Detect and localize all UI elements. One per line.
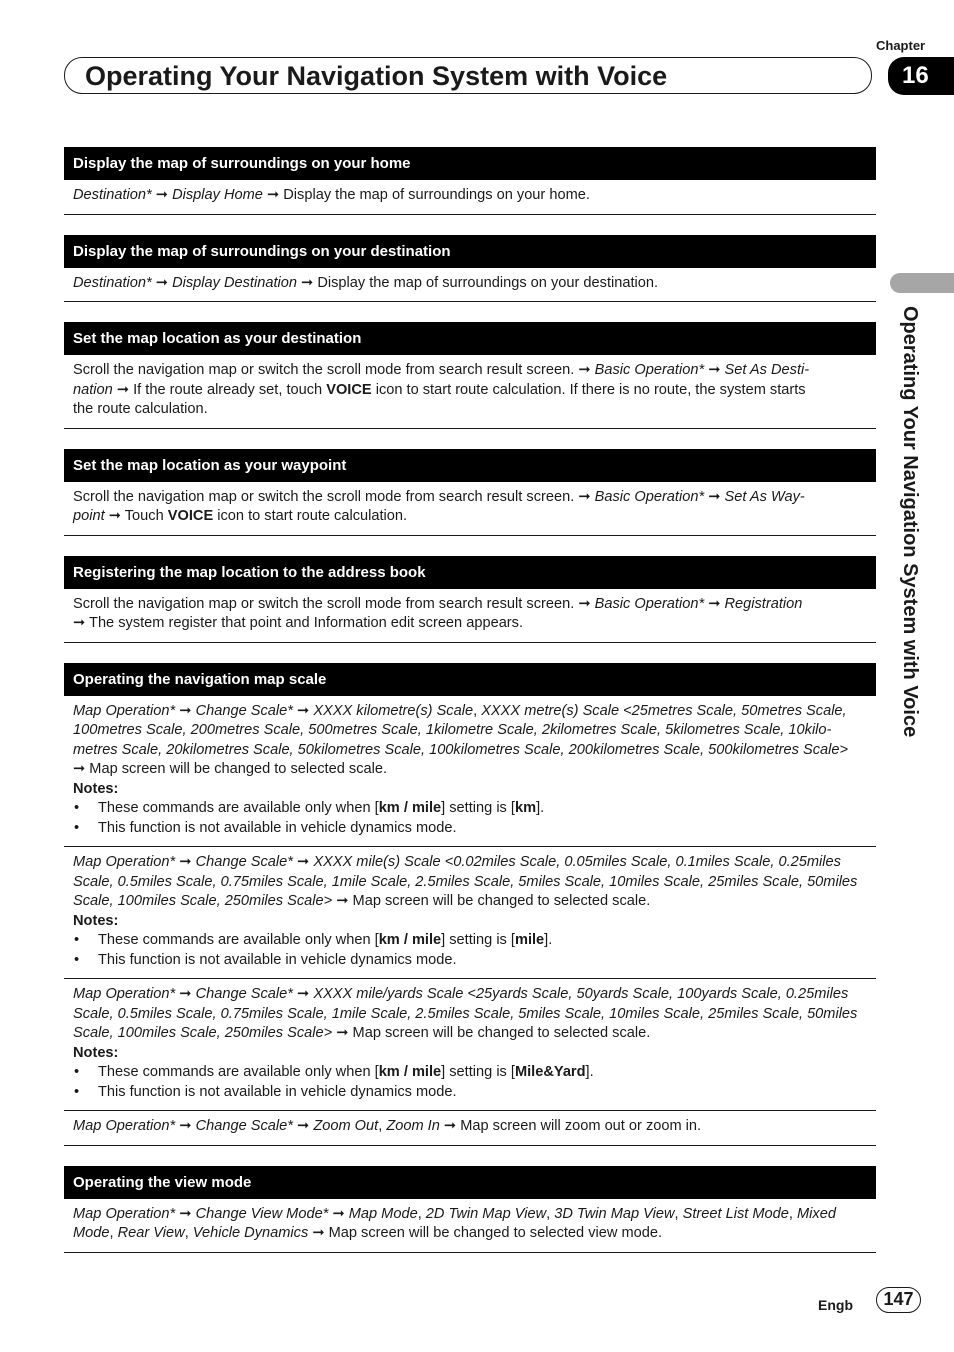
command-row (64, 482, 876, 536)
command: Set As Way- (724, 488, 805, 505)
section-heading-register: Registering the map location to the address book (64, 556, 876, 589)
intro-text: Scroll the navigation map or switch the scroll mode from search result screen. (73, 362, 575, 378)
section-heading-destination: Display the map of surroundings on your destination (64, 235, 876, 268)
command: Display Destination (172, 274, 297, 291)
command: metres Scale, 20kilometres Scale, 50kilometres Scale, 100kilometres Scale, 200kilometres Scale, 500kilometres Scale> (73, 741, 849, 758)
list-item: • This function is not available in vehicle dynamics mode. (73, 951, 867, 971)
command: Scale, 100miles Scale, 250miles Scale> (73, 1025, 333, 1041)
result-text: Map screen will be changed to selected view mode. (328, 1225, 663, 1241)
section-heading-home: Display the map of surroundings on your home (64, 147, 876, 180)
command: Change Scale* (195, 986, 293, 1002)
section-heading-set-destination: Set the map location as your destination (64, 322, 876, 355)
content (64, 147, 876, 1253)
result-text: Display the map of surroundings on your destination. (317, 274, 659, 291)
command: Map Operation* (73, 702, 176, 719)
command: Map Operation* (73, 1118, 176, 1134)
command: Change Scale* (195, 854, 293, 870)
result-text: If the route already set, touch (133, 381, 323, 398)
result-text: Map screen will zoom out or zoom in. (460, 1118, 702, 1134)
command: Zoom Out (313, 1118, 379, 1134)
command: Basic Operation* (594, 488, 705, 505)
arrow-icon: ➞ (155, 187, 168, 203)
command: Map Mode (348, 1205, 418, 1222)
command-row (64, 979, 876, 1111)
notes-label: Notes: (73, 912, 119, 929)
title-box (64, 57, 872, 94)
intro-text: Scroll the navigation map or switch the scroll mode from search result screen. (73, 488, 575, 505)
arrow-icon: ➞ (578, 595, 591, 612)
command: Scale, 100miles Scale, 250miles Scale> (73, 893, 333, 909)
arrow-icon: ➞ (297, 1118, 310, 1134)
notes-list (73, 799, 867, 838)
arrow-icon: ➞ (155, 274, 168, 291)
command: XXXX mile/yards Scale <25yards Scale, 50yards Scale, 100yards Scale, 0.25miles (313, 986, 849, 1002)
result-text: icon to start route calculation. (217, 508, 408, 524)
command: Scale, 0.5miles Scale, 0.75miles Scale, 1mile Scale, 2.5miles Scale, 5miles Scale, 10miles Scale, 25miles Scale, 50miles (73, 1005, 858, 1022)
chapter-label: Chapter (876, 38, 926, 53)
command: Destination* (73, 187, 152, 203)
command-row: Map Operation* ➞ Change Scale* ➞ XXXX kilometre(s) Scale, XXXX metre(s) Scale <25metres Scale, 50metres Scale, 100metres Scale, 200metres Scale, 500metres Scale, 1kilometre Scale, 2kilometres Scale, 5kilometres Scale, 10kilo- metres Scale, 20kilometres Scale, 50kilometres Scale, 100kilometres Scale, 200kilometres Scale, 500kilometres Scale> ➞ Map screen will be changed to selected scale. Notes: • These commands are available only when [km / mile] setting is [km]. • This function is not available in vehicle dynamics mode. (64, 696, 876, 848)
command: Zoom In (386, 1118, 440, 1134)
arrow-icon: ➞ (578, 488, 591, 505)
section-heading-scale: Operating the navigation map scale (64, 663, 876, 696)
arrow-icon: ➞ (179, 986, 192, 1002)
command: Map Operation* (73, 1205, 176, 1222)
result-text: Map screen will be changed to selected scale. (89, 761, 388, 777)
page-title: Operating Your Navigation System with Voice (85, 61, 668, 91)
arrow-icon: ➞ (708, 595, 721, 612)
command: Set As Desti- (724, 362, 810, 378)
arrow-icon: ➞ (179, 1205, 192, 1222)
command: Destination* (73, 274, 152, 291)
arrow-icon: ➞ (297, 854, 310, 870)
list-item: • These commands are available only when [km / mile] setting is [Mile&Yard]. (73, 1063, 867, 1083)
result-text: Touch (124, 508, 164, 524)
intro-text: Scroll the navigation map or switch the scroll mode from search result screen. (73, 595, 575, 612)
command: Mode (73, 1225, 110, 1241)
command-row (64, 355, 876, 429)
notes-list (73, 1063, 867, 1102)
command: nation (73, 381, 113, 398)
notes-label: Notes: (73, 1044, 119, 1061)
arrow-icon: ➞ (73, 615, 86, 631)
voice-keyword: VOICE (326, 381, 372, 398)
arrow-icon: ➞ (108, 508, 121, 524)
result-text: icon to start route calculation. If there is no route, the system starts (375, 381, 806, 398)
command-row (64, 180, 876, 215)
arrow-icon: ➞ (116, 381, 130, 398)
arrow-icon: ➞ (266, 187, 280, 203)
side-tab-text: Operating Your Navigation System with Voice (899, 306, 921, 738)
list-item: • These commands are available only when [km / mile] setting is [mile]. (73, 931, 867, 951)
command: Scale, 0.5miles Scale, 0.75miles Scale, 1mile Scale, 2.5miles Scale, 5miles Scale, 10miles Scale, 25miles Scale, 50miles (73, 873, 858, 890)
command-row (64, 268, 876, 303)
notes-label: Notes: (73, 780, 119, 797)
command: Vehicle Dynamics (192, 1225, 309, 1241)
command: XXXX metre(s) Scale <25metres Scale, 50metres Scale, (481, 702, 847, 719)
list-item: • This function is not available in vehicle dynamics mode. (73, 1083, 867, 1103)
command: Display Home (172, 187, 263, 203)
command: XXXX kilometre(s) Scale (313, 702, 474, 719)
command-row: Map Operation* ➞ Change View Mode* ➞ Map Mode, 2D Twin Map View, 3D Twin Map View, Street List Mode, Mixed Mode, Rear View, Vehicle Dynamics ➞ Map screen will be changed to selected view mode. (64, 1199, 876, 1253)
command: 2D Twin Map View (425, 1205, 547, 1222)
arrow-icon: ➞ (578, 362, 591, 378)
page-number: 147 (876, 1287, 921, 1313)
arrow-icon: ➞ (179, 1118, 192, 1134)
arrow-icon: ➞ (297, 702, 310, 719)
side-tab-marker (890, 273, 954, 293)
section-heading-view-mode: Operating the view mode (64, 1166, 876, 1199)
arrow-icon: ➞ (708, 488, 721, 505)
command: Basic Operation* (594, 595, 705, 612)
chapter-number: 16 (888, 57, 954, 95)
command: Street List Mode (682, 1205, 789, 1222)
command-row (64, 589, 876, 643)
arrow-icon: ➞ (73, 761, 86, 777)
arrow-icon: ➞ (179, 854, 192, 870)
command: point (73, 508, 105, 524)
command: Map Operation* (73, 854, 176, 870)
command: Change Scale* (195, 1118, 293, 1134)
command: XXXX mile(s) Scale <0.02miles Scale, 0.05miles Scale, 0.1miles Scale, 0.25miles (313, 854, 841, 870)
command: Registration (724, 595, 803, 612)
command-row: Map Operation* ➞ Change Scale* ➞ Zoom Out, Zoom In ➞ Map screen will zoom out or zoom in. (64, 1111, 876, 1146)
command: Rear View (117, 1225, 185, 1241)
result-text: Map screen will be changed to selected scale. (352, 1025, 651, 1041)
notes-list (73, 931, 867, 970)
arrow-icon: ➞ (336, 893, 349, 909)
arrow-icon: ➞ (297, 986, 310, 1002)
footer-language: Engb (818, 1297, 853, 1313)
voice-keyword: VOICE (167, 508, 214, 524)
result-text: the route calculation. (73, 401, 208, 417)
arrow-icon: ➞ (301, 274, 314, 291)
command-row (64, 847, 876, 979)
command: Map Operation* (73, 986, 176, 1002)
arrow-icon: ➞ (332, 1205, 345, 1222)
arrow-icon: ➞ (708, 362, 721, 378)
list-item: • This function is not available in vehicle dynamics mode. (73, 819, 867, 839)
command: 3D Twin Map View (554, 1205, 675, 1222)
result-text: The system register that point and Information edit screen appears. (89, 615, 524, 631)
section-heading-set-waypoint: Set the map location as your waypoint (64, 449, 876, 482)
command: Mixed (797, 1205, 836, 1222)
command: Change View Mode* (195, 1205, 329, 1222)
arrow-icon: ➞ (336, 1025, 349, 1041)
result-text: Display the map of surroundings on your home. (283, 187, 590, 203)
command: Change Scale* (195, 702, 293, 719)
arrow-icon: ➞ (443, 1118, 457, 1134)
list-item: • These commands are available only when [km / mile] setting is [km]. (73, 799, 867, 819)
arrow-icon: ➞ (179, 702, 192, 719)
arrow-icon: ➞ (312, 1225, 325, 1241)
result-text: Map screen will be changed to selected scale. (352, 893, 651, 909)
command: 100metres Scale, 200metres Scale, 500metres Scale, 1kilometre Scale, 2kilometres Scale, 5kilometres Scale, 10kilo- (73, 722, 832, 738)
command: Basic Operation* (594, 362, 705, 378)
